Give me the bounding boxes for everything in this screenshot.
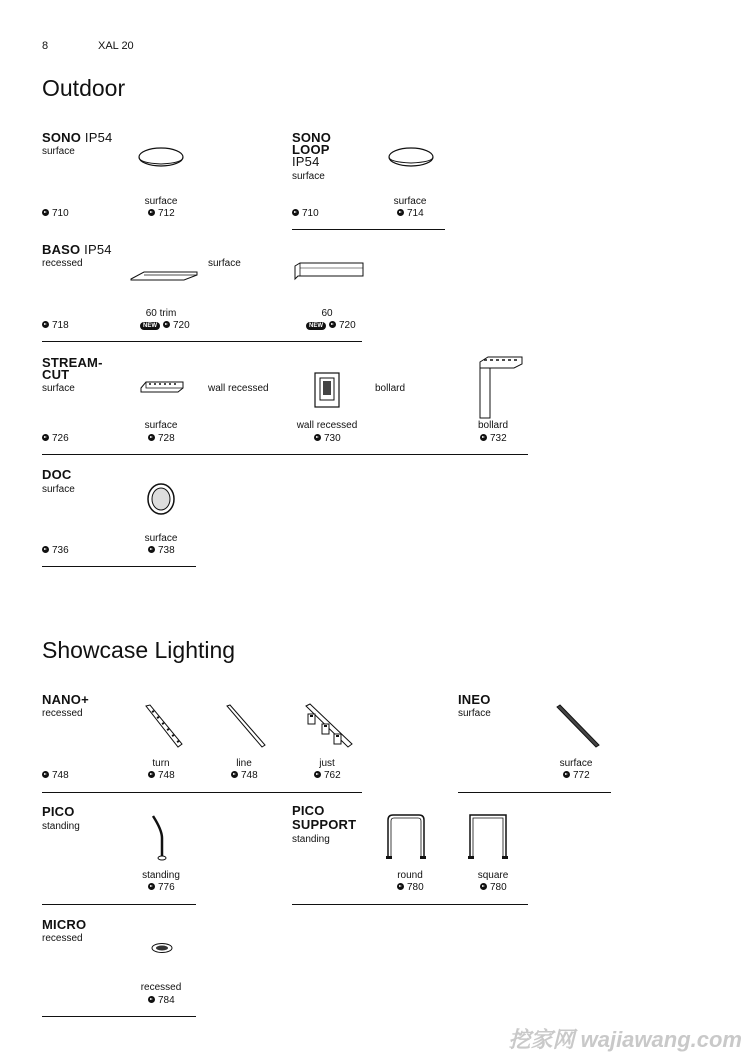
arrow-icon — [42, 434, 49, 441]
variant-label: surface — [393, 196, 427, 207]
page-ref-link[interactable]: 726 — [42, 433, 69, 445]
product-type: standing — [42, 821, 80, 832]
variant-label: 60 — [321, 308, 333, 319]
arrow-icon — [148, 883, 155, 890]
page-ref-link[interactable]: NEW 720 — [140, 320, 190, 332]
page-ref-link[interactable]: 780 — [480, 882, 507, 894]
page-ref-link[interactable]: 728 — [148, 433, 175, 445]
arrow-icon — [148, 771, 155, 778]
arrow-icon — [42, 321, 49, 328]
divider — [458, 792, 611, 793]
variant-label: square — [477, 870, 509, 881]
page-ref-link[interactable]: 712 — [148, 208, 175, 220]
page-number: 8 — [42, 40, 49, 52]
product-name-nano: NANO+ — [42, 692, 89, 707]
product-name-streamcut: STREAM- CUT — [42, 355, 103, 382]
variant-label: surface — [144, 533, 178, 544]
pico-support-round-icon — [384, 812, 428, 860]
arrow-icon — [148, 209, 155, 216]
product-name-pico-support: PICO SUPPORT — [292, 803, 357, 832]
baso-trim-icon — [130, 270, 198, 282]
divider — [42, 566, 196, 567]
baso-60-icon — [294, 262, 364, 282]
streamcut-surface-icon — [140, 380, 184, 394]
page-ref-link[interactable]: 772 — [563, 770, 590, 782]
sono-loop-surface-icon — [388, 146, 434, 170]
nano-just-icon — [304, 702, 354, 750]
variant-label: standing — [142, 870, 180, 881]
arrow-icon — [314, 434, 321, 441]
divider — [292, 229, 445, 230]
variant-label: wall recessed — [296, 420, 358, 431]
section-title-showcase: Showcase Lighting — [42, 637, 236, 663]
product-type: recessed — [42, 708, 83, 719]
variant-label: surface — [144, 196, 178, 207]
page-ref-link[interactable]: 732 — [480, 433, 507, 445]
variant-label: line — [236, 758, 252, 769]
arrow-icon — [42, 771, 49, 778]
section-title-outdoor: Outdoor — [42, 75, 126, 101]
arrow-icon — [480, 434, 487, 441]
pico-standing-icon — [150, 814, 170, 862]
arrow-icon — [163, 321, 170, 328]
page-ref-link[interactable]: 710 — [292, 208, 319, 220]
page-ref-link[interactable]: 776 — [148, 882, 175, 894]
product-name-sono: SONO IP54 — [42, 130, 113, 145]
new-badge: NEW — [140, 322, 160, 330]
side-caption: surface — [208, 258, 241, 269]
micro-recessed-icon — [151, 942, 173, 954]
arrow-icon — [42, 209, 49, 216]
divider — [42, 341, 362, 342]
page-ref-link[interactable]: 738 — [148, 545, 175, 557]
arrow-icon — [329, 321, 336, 328]
arrow-icon — [148, 996, 155, 1003]
product-type: surface — [42, 383, 75, 394]
nano-line-icon — [226, 704, 266, 748]
divider — [42, 1016, 196, 1017]
product-name-micro: MICRO — [42, 917, 87, 932]
arrow-icon — [563, 771, 570, 778]
nano-turn-icon — [144, 704, 184, 748]
page-ref-link[interactable]: NEW 720 — [306, 320, 356, 332]
arrow-icon — [292, 209, 299, 216]
product-name-pico: PICO — [42, 804, 75, 819]
product-name-ineo: INEO — [458, 692, 491, 707]
page-ref-link[interactable]: 714 — [397, 208, 424, 220]
page-ref-link[interactable]: 730 — [314, 433, 341, 445]
product-type: recessed — [42, 258, 83, 269]
product-name-baso: BASO IP54 — [42, 242, 112, 257]
ineo-surface-icon — [556, 704, 600, 748]
arrow-icon — [397, 883, 404, 890]
product-type: standing — [292, 834, 330, 845]
divider — [292, 904, 528, 905]
variant-label: turn — [152, 758, 170, 769]
sono-surface-icon — [138, 146, 184, 170]
document-title: XAL 20 — [98, 40, 134, 52]
pico-support-square-icon — [466, 812, 510, 860]
arrow-icon — [480, 883, 487, 890]
divider — [42, 454, 528, 455]
arrow-icon — [314, 771, 321, 778]
variant-label: round — [397, 870, 423, 881]
page-ref-link[interactable]: 736 — [42, 545, 69, 557]
side-caption: wall recessed — [208, 383, 269, 394]
new-badge: NEW — [306, 322, 326, 330]
watermark: 挖家网 wajiawang.com — [508, 1027, 742, 1052]
side-caption: bollard — [375, 383, 406, 394]
variant-label: 60 trim — [145, 308, 177, 319]
doc-surface-icon — [146, 482, 176, 516]
streamcut-wall-recessed-icon — [314, 372, 340, 408]
variant-label: recessed — [140, 982, 182, 993]
product-name-sono-loop: SONO LOOP IP54 — [292, 130, 332, 169]
arrow-icon — [397, 209, 404, 216]
page-ref-link[interactable]: 718 — [42, 320, 69, 332]
variant-label: surface — [559, 758, 593, 769]
product-name-doc: DOC — [42, 467, 72, 482]
arrow-icon — [148, 546, 155, 553]
page-ref-link[interactable]: 748 — [231, 770, 258, 782]
divider — [42, 904, 196, 905]
product-type: recessed — [42, 933, 83, 944]
page-ref-link[interactable]: 748 — [42, 770, 69, 782]
page-ref-link[interactable]: 710 — [42, 208, 69, 220]
arrow-icon — [231, 771, 238, 778]
divider — [42, 792, 362, 793]
page-ref-link[interactable]: 784 — [148, 995, 175, 1007]
streamcut-bollard-icon — [478, 356, 524, 418]
variant-label: surface — [144, 420, 178, 431]
product-type: surface — [292, 171, 325, 182]
page-ref-link[interactable]: 780 — [397, 882, 424, 894]
arrow-icon — [148, 434, 155, 441]
arrow-icon — [42, 546, 49, 553]
product-type: surface — [458, 708, 491, 719]
variant-label: just — [319, 758, 335, 769]
product-type: surface — [42, 146, 75, 157]
variant-label: bollard — [477, 420, 509, 431]
page-ref-link[interactable]: 748 — [148, 770, 175, 782]
page-ref-link[interactable]: 762 — [314, 770, 341, 782]
product-type: surface — [42, 484, 75, 495]
